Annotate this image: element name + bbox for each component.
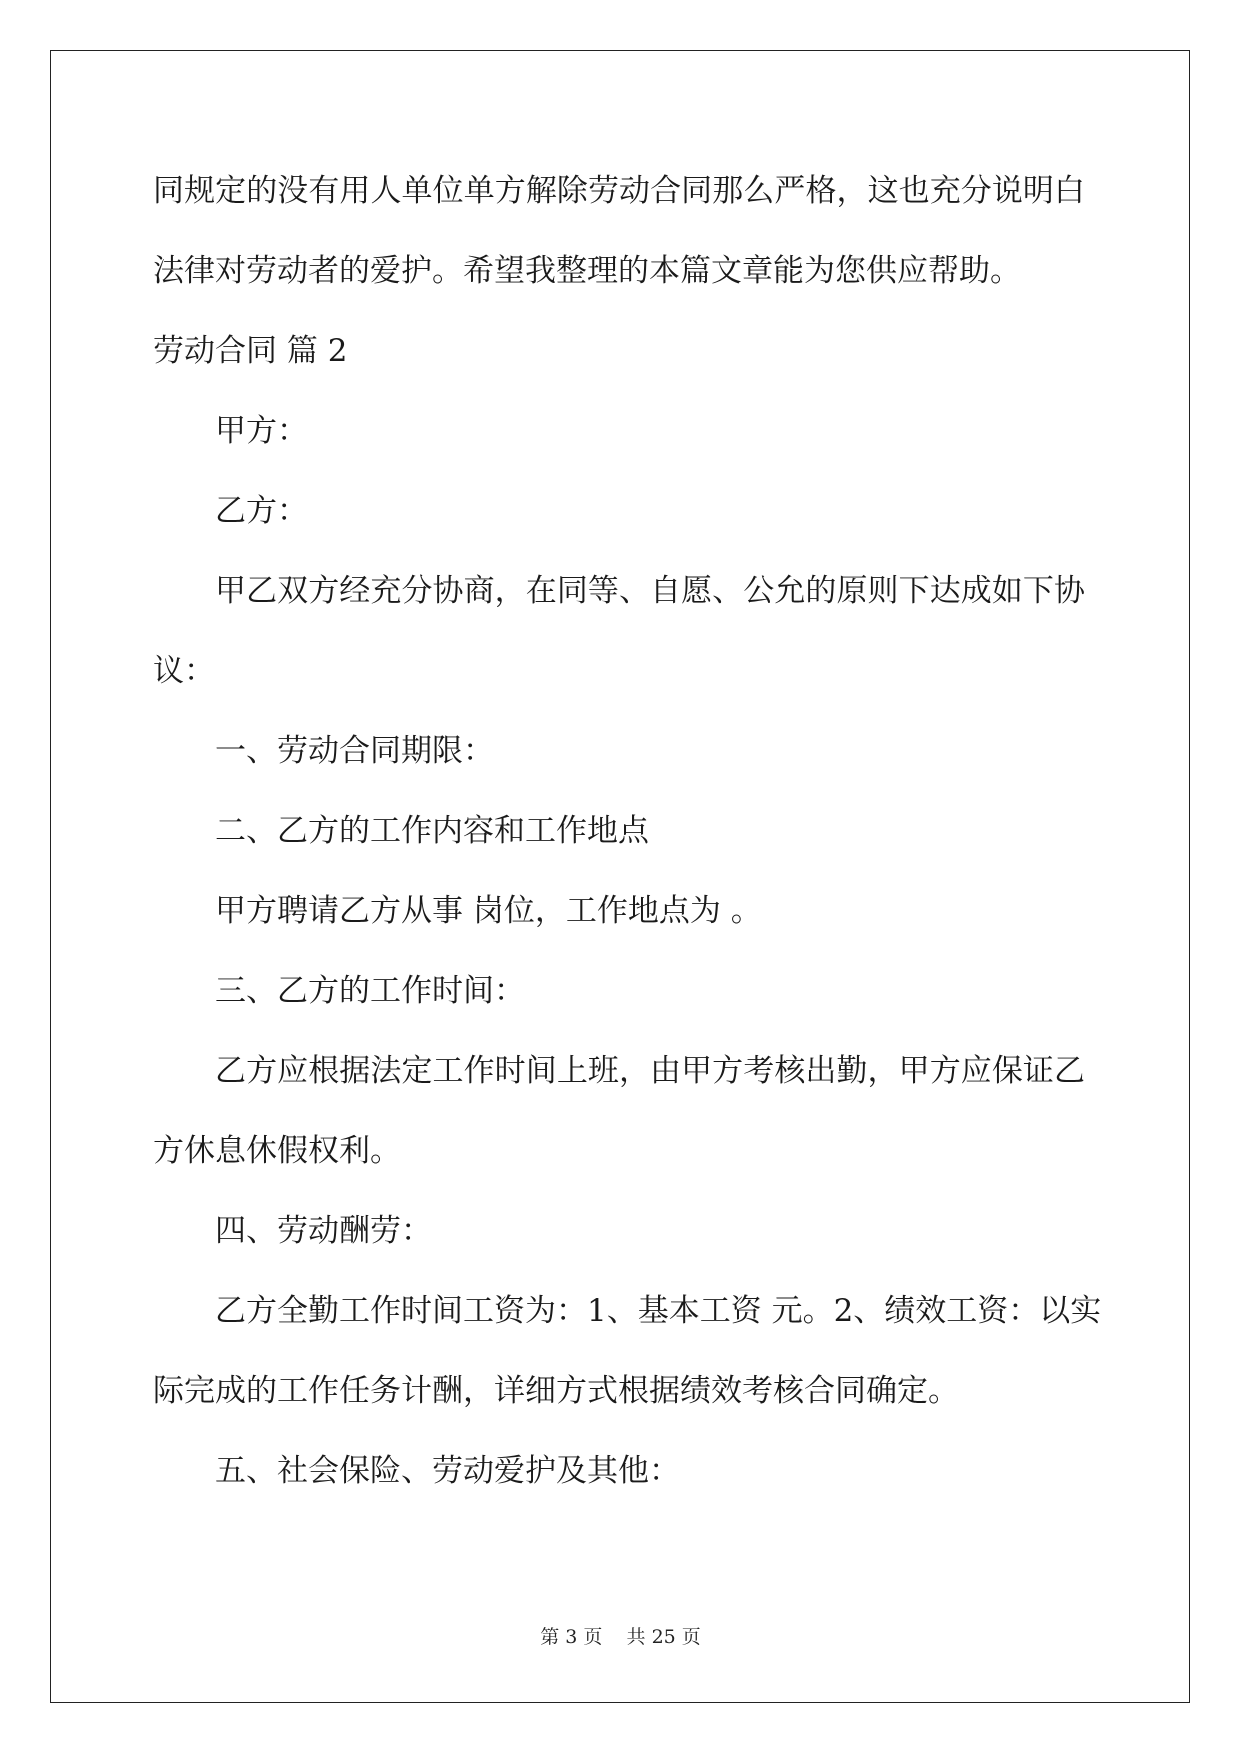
text-line-1: 同规定的没有用人单位单方解除劳动合同那么严格，这也充分说明白 xyxy=(153,173,1085,209)
party-a-label: 甲方： xyxy=(215,413,308,449)
text-line-7: 议： xyxy=(153,653,215,689)
text-line-15: 乙方全勤工作时间工资为：1、基本工资 元。2、绩效工资：以实 xyxy=(215,1293,1102,1329)
clause-4-heading: 四、劳动酬劳： xyxy=(215,1213,432,1249)
text-line-10: 甲方聘请乙方从事 岗位，工作地点为 。 xyxy=(215,893,762,929)
text-line-2: 法律对劳动者的爱护。希望我整理的本篇文章能为您供应帮助。 xyxy=(153,253,1021,289)
clause-1-heading: 一、劳动合同期限： xyxy=(215,733,494,769)
party-b-label: 乙方： xyxy=(215,493,308,529)
text-line-12: 乙方应根据法定工作时间上班，由甲方考核出勤，甲方应保证乙 xyxy=(215,1053,1085,1089)
page-number: 第 3 页 共 25 页 xyxy=(540,1626,701,1648)
text-line-16: 际完成的工作任务计酬，详细方式根据绩效考核合同确定。 xyxy=(153,1373,959,1409)
text-line-6: 甲乙双方经充分协商，在同等、自愿、公允的原则下达成如下协 xyxy=(215,573,1085,609)
clause-5-heading: 五、社会保险、劳动爱护及其他： xyxy=(215,1453,680,1489)
section-heading: 劳动合同 篇 2 xyxy=(153,333,348,369)
clause-3-heading: 三、乙方的工作时间： xyxy=(215,973,525,1009)
text-line-13: 方休息休假权利。 xyxy=(153,1133,401,1169)
clause-2-heading: 二、乙方的工作内容和工作地点 xyxy=(215,813,649,849)
